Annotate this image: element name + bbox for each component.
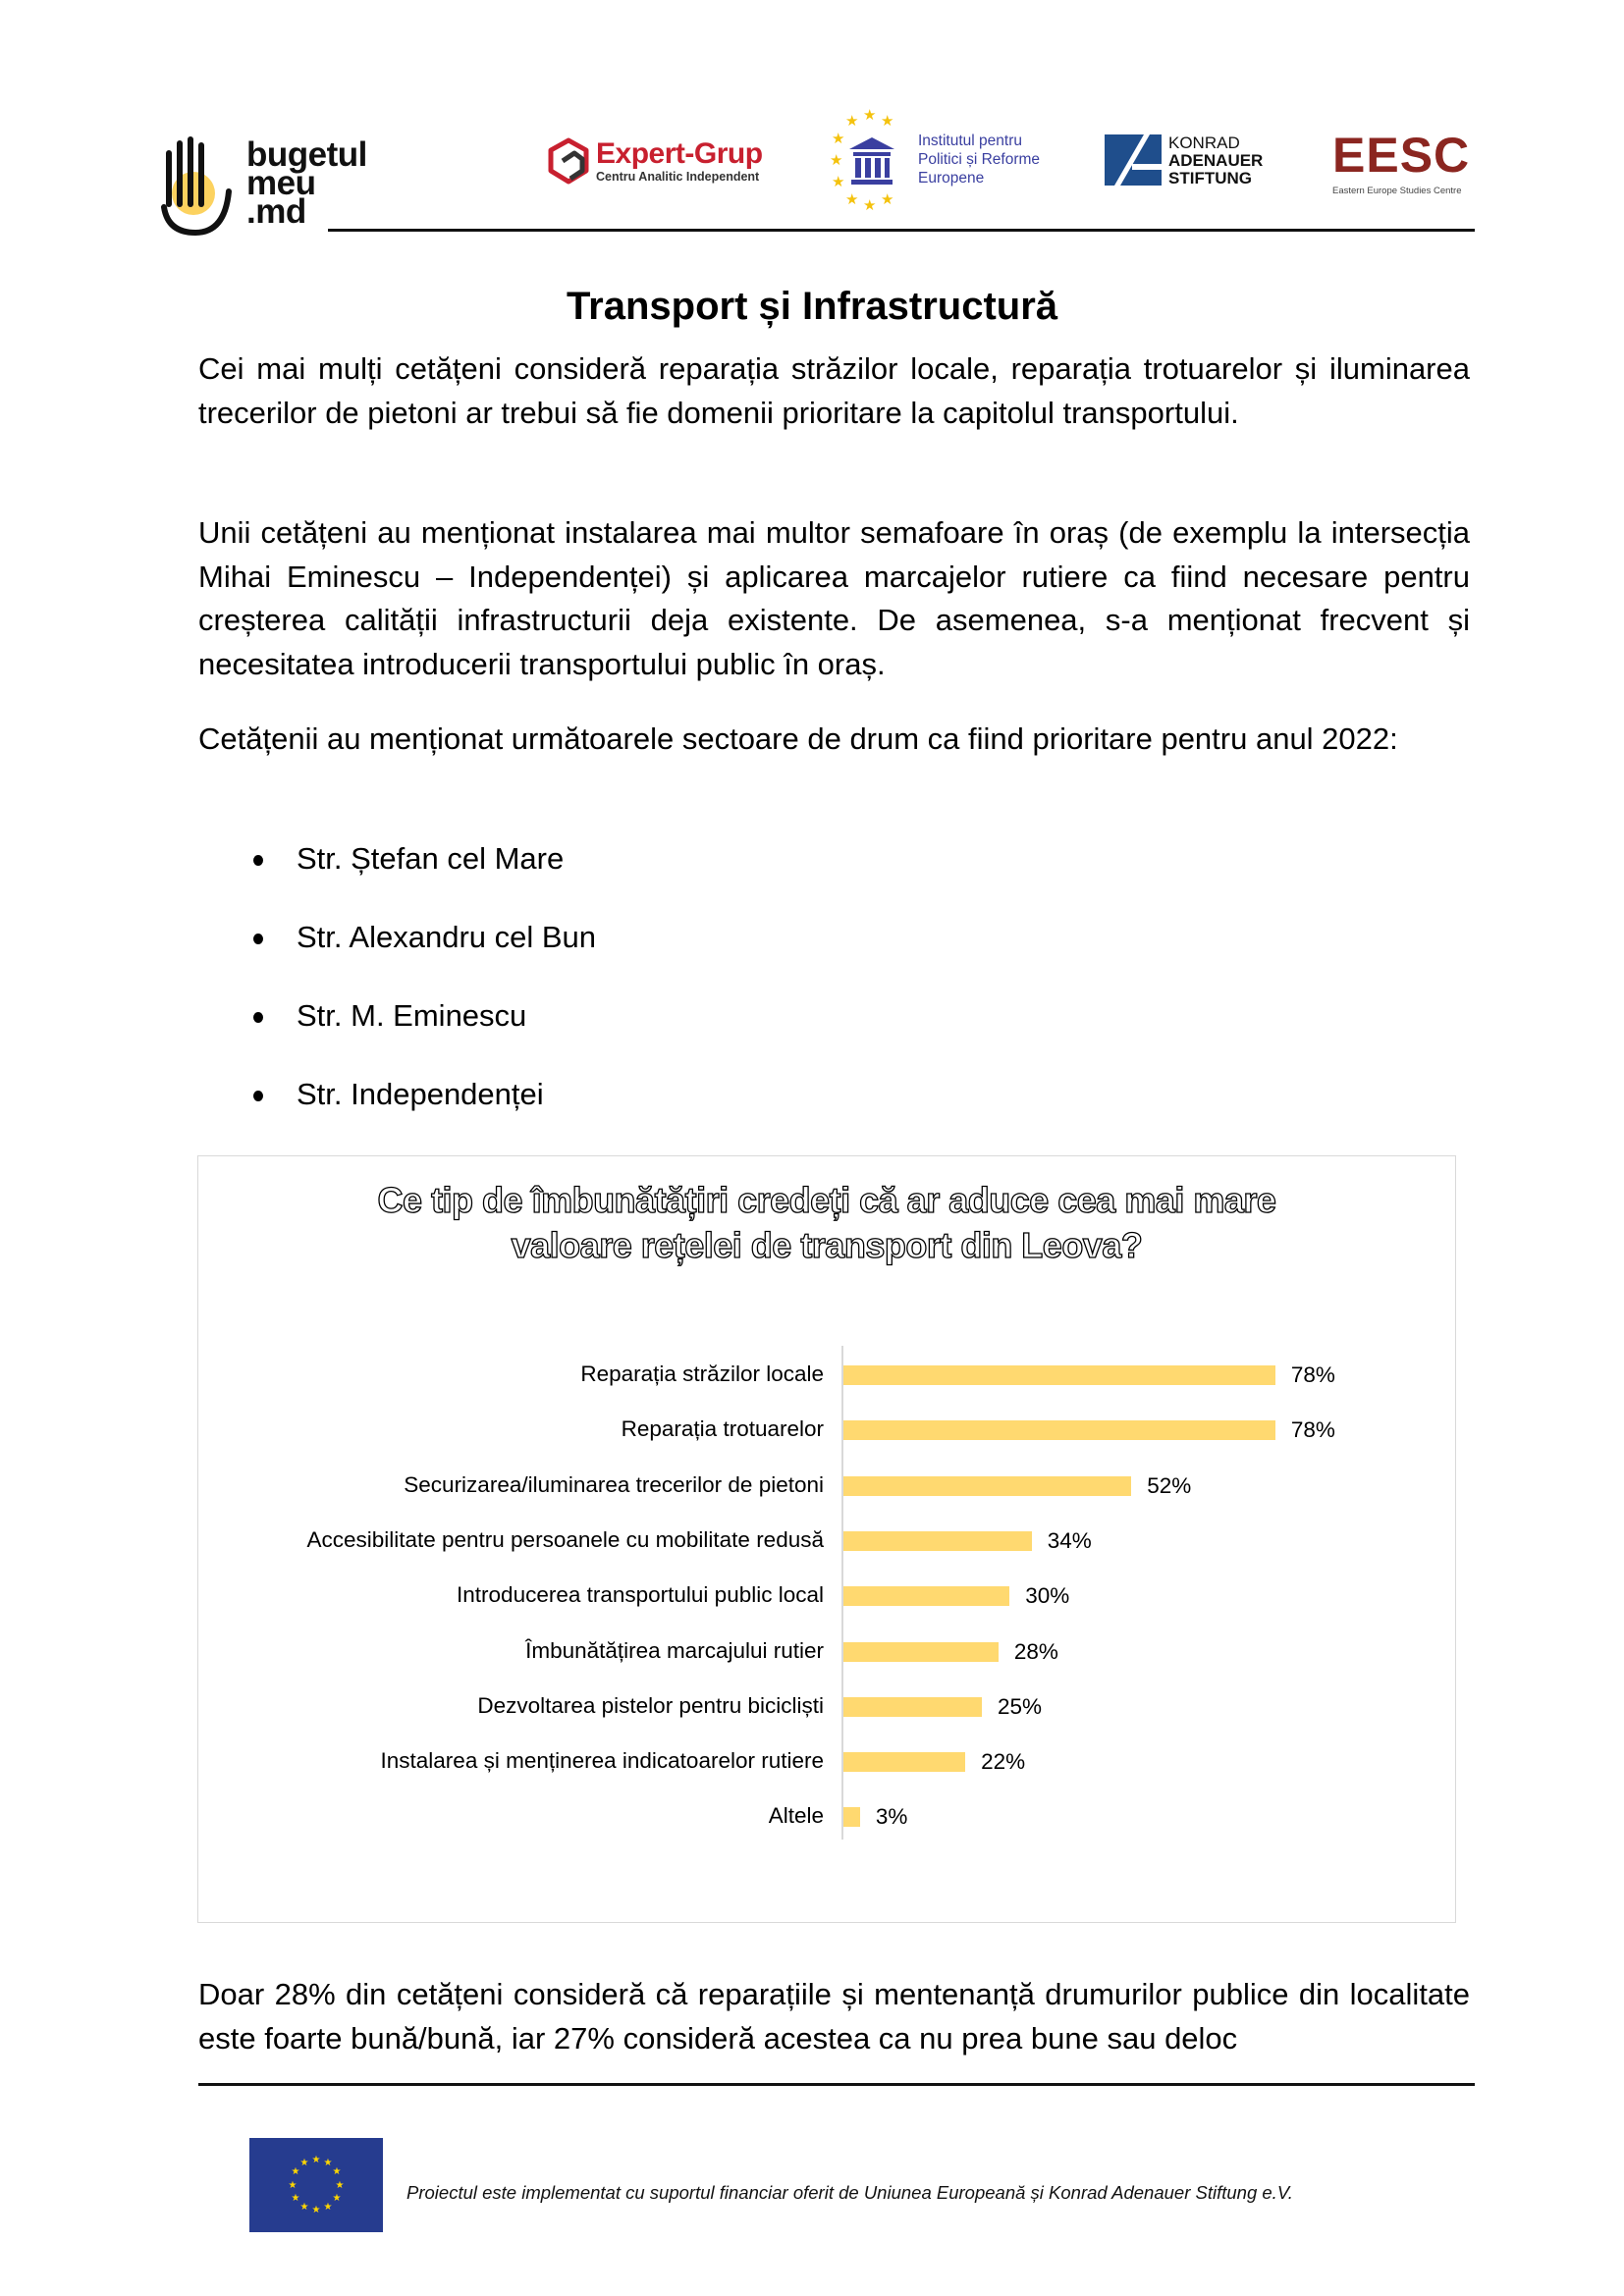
ipre-line-2: Politici și Reforme bbox=[918, 151, 1041, 168]
chart-title-line-1: Ce tip de îmbunătățiri credeți că ar aduce cea mai mare bbox=[377, 1180, 1276, 1220]
svg-text:★: ★ bbox=[863, 196, 877, 211]
bar-value-label: 34% bbox=[1047, 1527, 1092, 1553]
svg-text:★: ★ bbox=[323, 2202, 333, 2213]
paragraph-sectoare: Cetățenii au menționat următoarele sectoare de drum ca fiind prioritare pentru anul 2022: bbox=[198, 721, 1398, 756]
paragraph-reparatii: Doar 28% din cetățeni consideră că reparațiile și mentenanță drumurilor publice din localitate este foarte bună/bună, iar 27% consideră acestea ca nu prea bune sau deloc bbox=[198, 1977, 1470, 2056]
svg-text:★: ★ bbox=[291, 2193, 300, 2204]
chart-bar-row bbox=[198, 1526, 1455, 1553]
bar bbox=[843, 1420, 1275, 1440]
list-item-text: Str. Ștefan cel Mare bbox=[297, 841, 565, 876]
bar-category-label: Instalarea și menținerea indicatoarelor rutiere bbox=[380, 1748, 824, 1774]
bullet-icon bbox=[253, 855, 263, 866]
kas-logo bbox=[1105, 133, 1281, 191]
paragraph-intro: Cei mai mulți cetățeni consideră reparația străzilor locale, reparația trotuarelor și iluminarea trecerilor de pietoni ar trebui să fie domenii prioritare la capitolul transportului. bbox=[198, 351, 1470, 430]
footer-divider bbox=[198, 2083, 1475, 2086]
bar bbox=[843, 1642, 999, 1662]
svg-text:★: ★ bbox=[830, 151, 843, 169]
hand-icon bbox=[160, 133, 241, 236]
list-item-text: Str. Independenței bbox=[297, 1077, 544, 1111]
svg-text:★: ★ bbox=[332, 2166, 342, 2177]
chart-bar-row bbox=[198, 1748, 1455, 1775]
bar-value-label: 78% bbox=[1290, 1362, 1335, 1387]
expert-grup-subtitle: Centru Analitic Independent bbox=[596, 170, 760, 184]
bar-value-label: 30% bbox=[1025, 1583, 1070, 1609]
svg-text:★: ★ bbox=[323, 2158, 333, 2168]
chart-bar-row bbox=[198, 1637, 1455, 1664]
bar bbox=[843, 1586, 1009, 1606]
ipre-line-3: Europene bbox=[918, 170, 985, 187]
bar-category-label: Dezvoltarea pistelor pentru bicicliști bbox=[477, 1692, 824, 1718]
bar bbox=[843, 1531, 1032, 1551]
bar-category-label: Accesibilitate pentru persoanele cu mobilitate redusă bbox=[306, 1526, 824, 1552]
svg-text:★: ★ bbox=[832, 130, 845, 147]
bugetul-meu-md-logo bbox=[160, 133, 406, 236]
chart-bar-row bbox=[198, 1692, 1455, 1719]
logo-word-1: bugetul bbox=[246, 135, 367, 174]
kas-emblem-icon bbox=[1105, 134, 1162, 186]
svg-text:★: ★ bbox=[881, 112, 894, 130]
bullet-icon bbox=[253, 1091, 263, 1101]
list-item bbox=[198, 1073, 596, 1151]
bar-category-label: Reparația străzilor locale bbox=[580, 1362, 824, 1386]
chart-container bbox=[197, 1155, 1456, 1923]
kas-line-3: STIFTUNG bbox=[1168, 169, 1252, 187]
expert-grup-title: Expert-Grup bbox=[596, 137, 763, 170]
svg-text:★: ★ bbox=[332, 2193, 342, 2204]
ipre-logo bbox=[830, 108, 1065, 211]
svg-text:★: ★ bbox=[832, 173, 845, 190]
bar-category-label: Reparația trotuarelor bbox=[621, 1416, 824, 1442]
svg-text:★: ★ bbox=[288, 2180, 298, 2191]
chart-title-line-2: valoare rețelei de transport din Leova? bbox=[511, 1225, 1143, 1265]
header-divider bbox=[328, 229, 1475, 232]
paragraph-semafoare: Unii cetățeni au menționat instalarea mai multor semafoare în oraș (de exemplu la intersecția Mihai Eminescu – Independenței) și aplicarea marcajelor rutiere ca fiind necesare pentru creșterea calității infrastructurii deja existente. De asemenea, s-a menționat frecvent și necesitatea introducerii transportului public în oraș. bbox=[198, 515, 1470, 681]
bar-value-label: 3% bbox=[875, 1804, 908, 1830]
svg-text:★: ★ bbox=[311, 2205, 321, 2216]
list-item bbox=[198, 837, 596, 916]
bar-category-label: Altele bbox=[768, 1803, 824, 1829]
svg-text:★: ★ bbox=[845, 190, 859, 208]
bar-value-label: 78% bbox=[1290, 1417, 1335, 1443]
svg-text:★: ★ bbox=[299, 2202, 309, 2213]
svg-text:★: ★ bbox=[335, 2180, 345, 2191]
chart-bar-row bbox=[198, 1471, 1455, 1498]
priority-streets-list bbox=[198, 837, 596, 1151]
eu-stars-building-icon bbox=[830, 108, 918, 211]
bar-value-label: 52% bbox=[1147, 1472, 1192, 1498]
kas-line-2: ADENAUER bbox=[1168, 151, 1264, 170]
logo-word-3: .md bbox=[246, 192, 306, 231]
svg-text:★: ★ bbox=[299, 2158, 309, 2168]
svg-text:★: ★ bbox=[311, 2155, 321, 2165]
page-title: Transport și Infrastructură bbox=[566, 285, 1058, 328]
bar-value-label: 28% bbox=[1013, 1638, 1058, 1664]
bullet-icon bbox=[253, 934, 263, 944]
ipre-text bbox=[918, 132, 1040, 187]
svg-text:★: ★ bbox=[291, 2166, 300, 2177]
bullet-icon bbox=[253, 1012, 263, 1023]
kas-line-1: KONRAD bbox=[1168, 133, 1240, 152]
kas-text bbox=[1168, 134, 1263, 187]
svg-text:★: ★ bbox=[863, 108, 877, 124]
bar-category-label: Îmbunătățirea marcajului rutier bbox=[525, 1637, 824, 1663]
bar-value-label: 22% bbox=[981, 1749, 1026, 1775]
footer-funding-note: Proiectul este implementat cu suportul financiar oferit de Uniunea Europeană și Konrad Adenauer Stiftung e.V. bbox=[406, 2182, 1293, 2203]
bar bbox=[843, 1697, 982, 1717]
bar bbox=[843, 1476, 1131, 1496]
expert-grup-logo bbox=[547, 137, 783, 187]
chart-title bbox=[198, 1178, 1455, 1268]
bar bbox=[843, 1807, 860, 1827]
ipre-line-1: Institutul pentru bbox=[918, 133, 1022, 149]
list-item bbox=[198, 994, 596, 1073]
eesc-mark: EESC bbox=[1332, 128, 1471, 183]
list-item-text: Str. Alexandru cel Bun bbox=[297, 920, 597, 954]
bar-value-label: 25% bbox=[998, 1693, 1043, 1719]
chart-bar-row bbox=[198, 1416, 1455, 1443]
eu-flag-icon bbox=[249, 2138, 383, 2232]
list-item bbox=[198, 916, 596, 994]
chart-bar-row bbox=[198, 1803, 1455, 1830]
logo-word-2: meu bbox=[246, 164, 316, 202]
list-item-text: Str. M. Eminescu bbox=[297, 998, 527, 1033]
svg-text:★: ★ bbox=[845, 112, 859, 130]
chart-bar-row bbox=[198, 1362, 1455, 1387]
bar bbox=[843, 1365, 1275, 1385]
bar-category-label: Securizarea/iluminarea trecerilor de pietoni bbox=[404, 1471, 824, 1497]
eu-stars-icon bbox=[249, 2138, 383, 2232]
eesc-logo bbox=[1330, 128, 1471, 204]
svg-text:★: ★ bbox=[881, 190, 894, 208]
eesc-subtitle: Eastern Europe Studies Centre bbox=[1332, 186, 1462, 196]
expert-grup-cube-icon bbox=[547, 137, 590, 185]
chart-bar-row bbox=[198, 1582, 1455, 1609]
bar-category-label: Introducerea transportului public local bbox=[457, 1582, 824, 1608]
bar bbox=[843, 1752, 965, 1772]
